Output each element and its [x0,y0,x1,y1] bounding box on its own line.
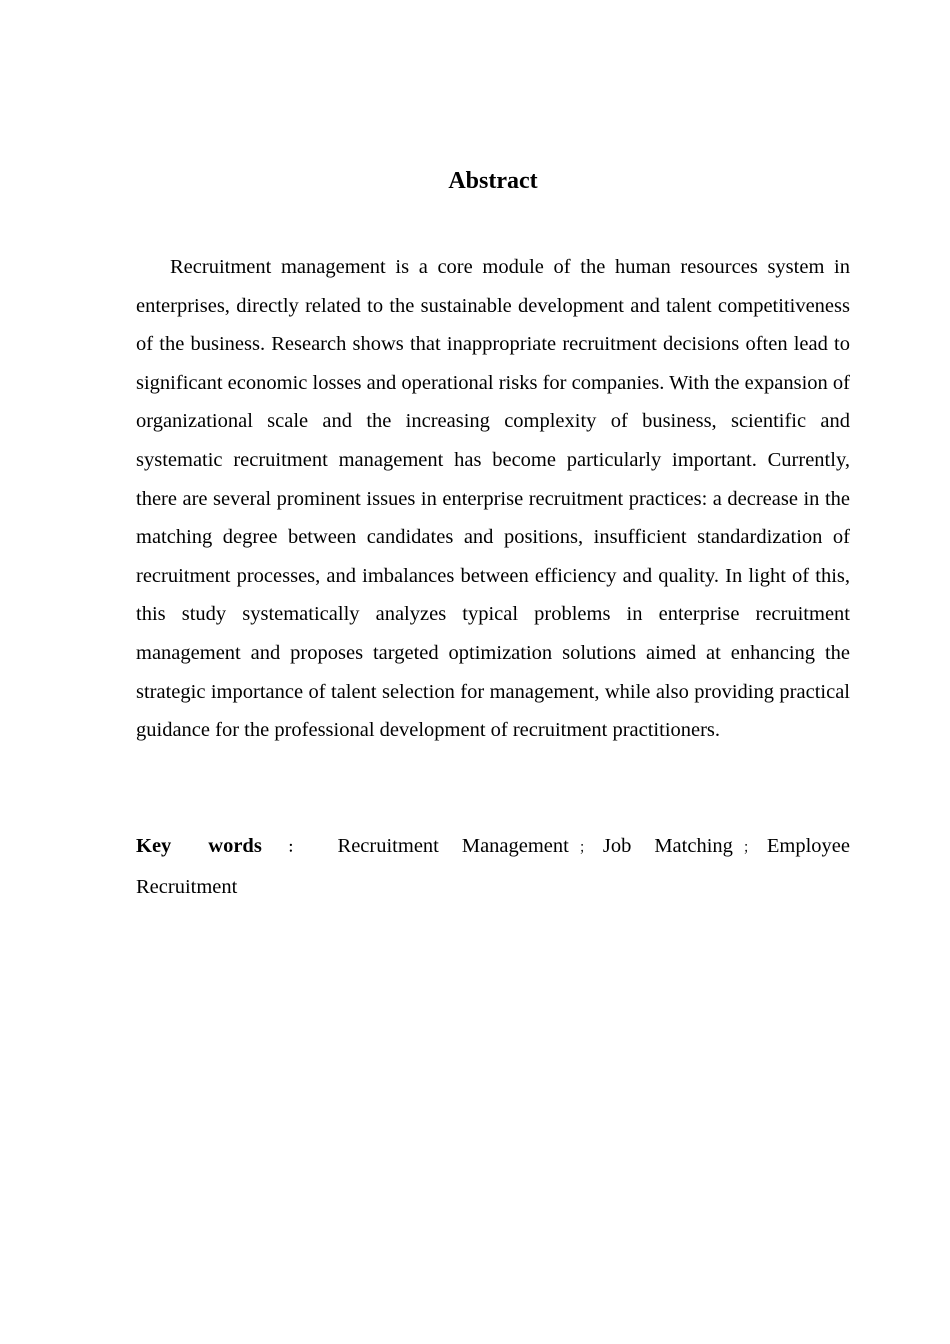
keyword-item: Employee Recruitment [136,835,851,898]
abstract-title: Abstract [448,168,538,194]
keywords-colon: ： [269,840,320,856]
keyword-separator: ； [578,840,593,856]
keyword-item: Recruitment Management [337,835,569,857]
keywords-line [136,827,850,906]
keyword-separator: ； [742,840,757,856]
keywords-label-text: Key words [136,835,262,857]
keyword-item: Job Matching [602,835,733,857]
abstract-paragraph: Recruitment management is a core module of the human resources system in enterprises, directly related to the sustainable development and talent competitiveness of the business. Research shows that inappropriate recruitment decisions often lead to significant economic losses and operational risks for companies. With the expansion of organizational scale and the increasing complexity of business, scientific and systematic recruitment management has become particularly important. Currently, there are several prominent issues in enterprise recruitment practices: a decrease in the matching degree between candidates and positions, insufficient standardization of recruitment processes, and imbalances between efficiency and quality. In light of this, this study systematically analyzes typical problems in enterprise recruitment management and proposes targeted optimization solutions aimed at enhancing the strategic importance of talent selection for management, while also providing practical guidance for the professional development of recruitment practitioners. [136,256,850,742]
keywords-label [136,835,338,857]
